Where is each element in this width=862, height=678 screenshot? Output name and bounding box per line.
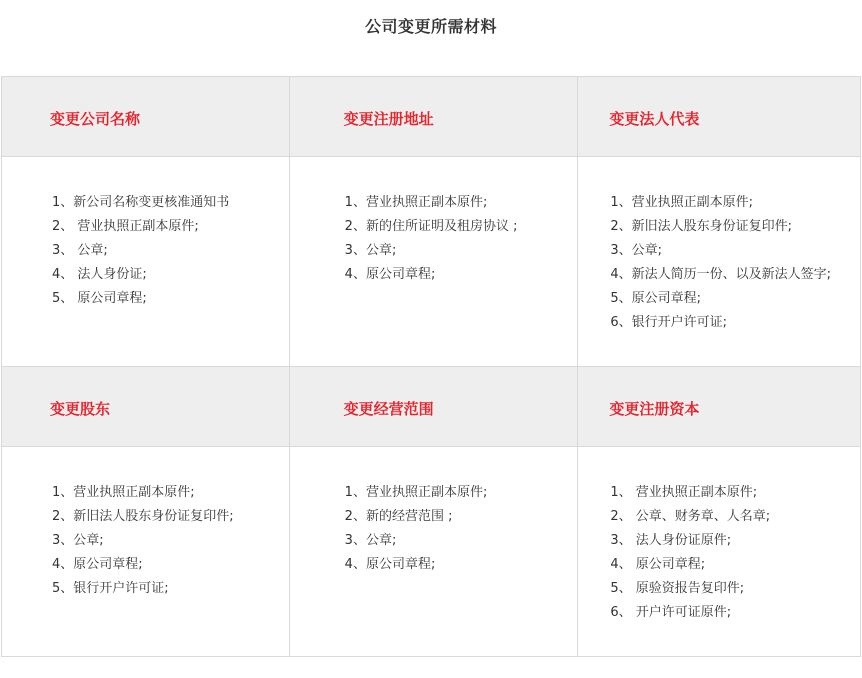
requirement-list: [610, 191, 831, 335]
list-item: 4、原公司章程;: [344, 267, 436, 282]
list-item: 4、 法人身份证;: [52, 267, 147, 282]
list-item: 1、营业执照正副本原件;: [344, 485, 488, 500]
list-item: 6、银行开户许可证;: [610, 315, 727, 330]
section-body-registered-capital: [578, 447, 861, 657]
list-item: 3、 法人身份证原件;: [610, 533, 732, 548]
requirement-list: [345, 481, 488, 577]
section-header-company-name: [2, 77, 290, 157]
list-item: 1、营业执照正副本原件;: [610, 195, 753, 210]
section-title: 变更股东: [50, 400, 111, 418]
list-item: 1、 营业执照正副本原件;: [610, 485, 758, 500]
list-item: 5、原公司章程;: [610, 291, 701, 306]
list-item: 3、公章;: [610, 243, 662, 258]
section-body-shareholders: [2, 447, 290, 657]
list-item: 4、 原公司章程;: [610, 557, 706, 572]
section-body-legal-representative: [578, 157, 861, 367]
table-body-row: [2, 157, 861, 367]
section-header-shareholders: [2, 367, 290, 447]
materials-table: [1, 76, 861, 657]
list-item: 2、 公章、财务章、人名章;: [610, 509, 771, 524]
section-header-registered-capital: [578, 367, 861, 447]
table-header-row: [2, 367, 861, 447]
section-body-company-name: [2, 157, 290, 367]
section-title: 变更法人代表: [609, 110, 700, 128]
list-item: 3、公章;: [344, 533, 397, 548]
list-item: 2、 营业执照正副本原件;: [52, 219, 199, 234]
section-title: 变更注册地址: [343, 110, 434, 128]
section-body-business-scope: [290, 447, 579, 657]
list-item: 1、营业执照正副本原件;: [344, 195, 488, 210]
table-body-row: [2, 447, 861, 657]
list-item: 3、公章;: [344, 243, 397, 258]
list-item: 1、营业执照正副本原件;: [52, 485, 195, 500]
list-item: 3、 公章;: [52, 243, 108, 258]
list-item: 5、 原验资报告复印件;: [610, 581, 745, 596]
requirement-list: [610, 481, 770, 625]
list-item: 5、 原公司章程;: [52, 291, 147, 306]
list-item: 2、新的经营范围 ;: [344, 509, 453, 524]
list-item: 4、原公司章程;: [52, 557, 143, 572]
requirement-list: [52, 481, 234, 601]
list-item: 4、新法人简历一份、以及新法人签字;: [610, 267, 831, 282]
section-title: 变更公司名称: [50, 110, 141, 128]
list-item: 4、原公司章程;: [344, 557, 436, 572]
section-body-registered-address: [290, 157, 579, 367]
list-item: 3、公章;: [52, 533, 104, 548]
requirement-list: [345, 191, 518, 287]
section-header-legal-representative: [578, 77, 861, 157]
list-item: 2、新的住所证明及租房协议 ;: [344, 219, 518, 234]
list-item: 5、银行开户许可证;: [52, 581, 169, 596]
section-title: 变更注册资本: [609, 400, 700, 418]
section-title: 变更经营范围: [343, 400, 434, 418]
page-title: 公司变更所需材料: [364, 17, 497, 36]
list-item: 2、新旧法人股东身份证复印件;: [610, 219, 792, 234]
section-header-business-scope: [290, 367, 579, 447]
list-item: 2、新旧法人股东身份证复印件;: [52, 509, 234, 524]
list-item: 1、新公司名称变更核准通知书: [52, 195, 230, 210]
list-item: 6、 开户许可证原件;: [610, 605, 732, 620]
table-header-row: [2, 77, 861, 157]
section-header-registered-address: [290, 77, 579, 157]
requirement-list: [52, 191, 229, 311]
